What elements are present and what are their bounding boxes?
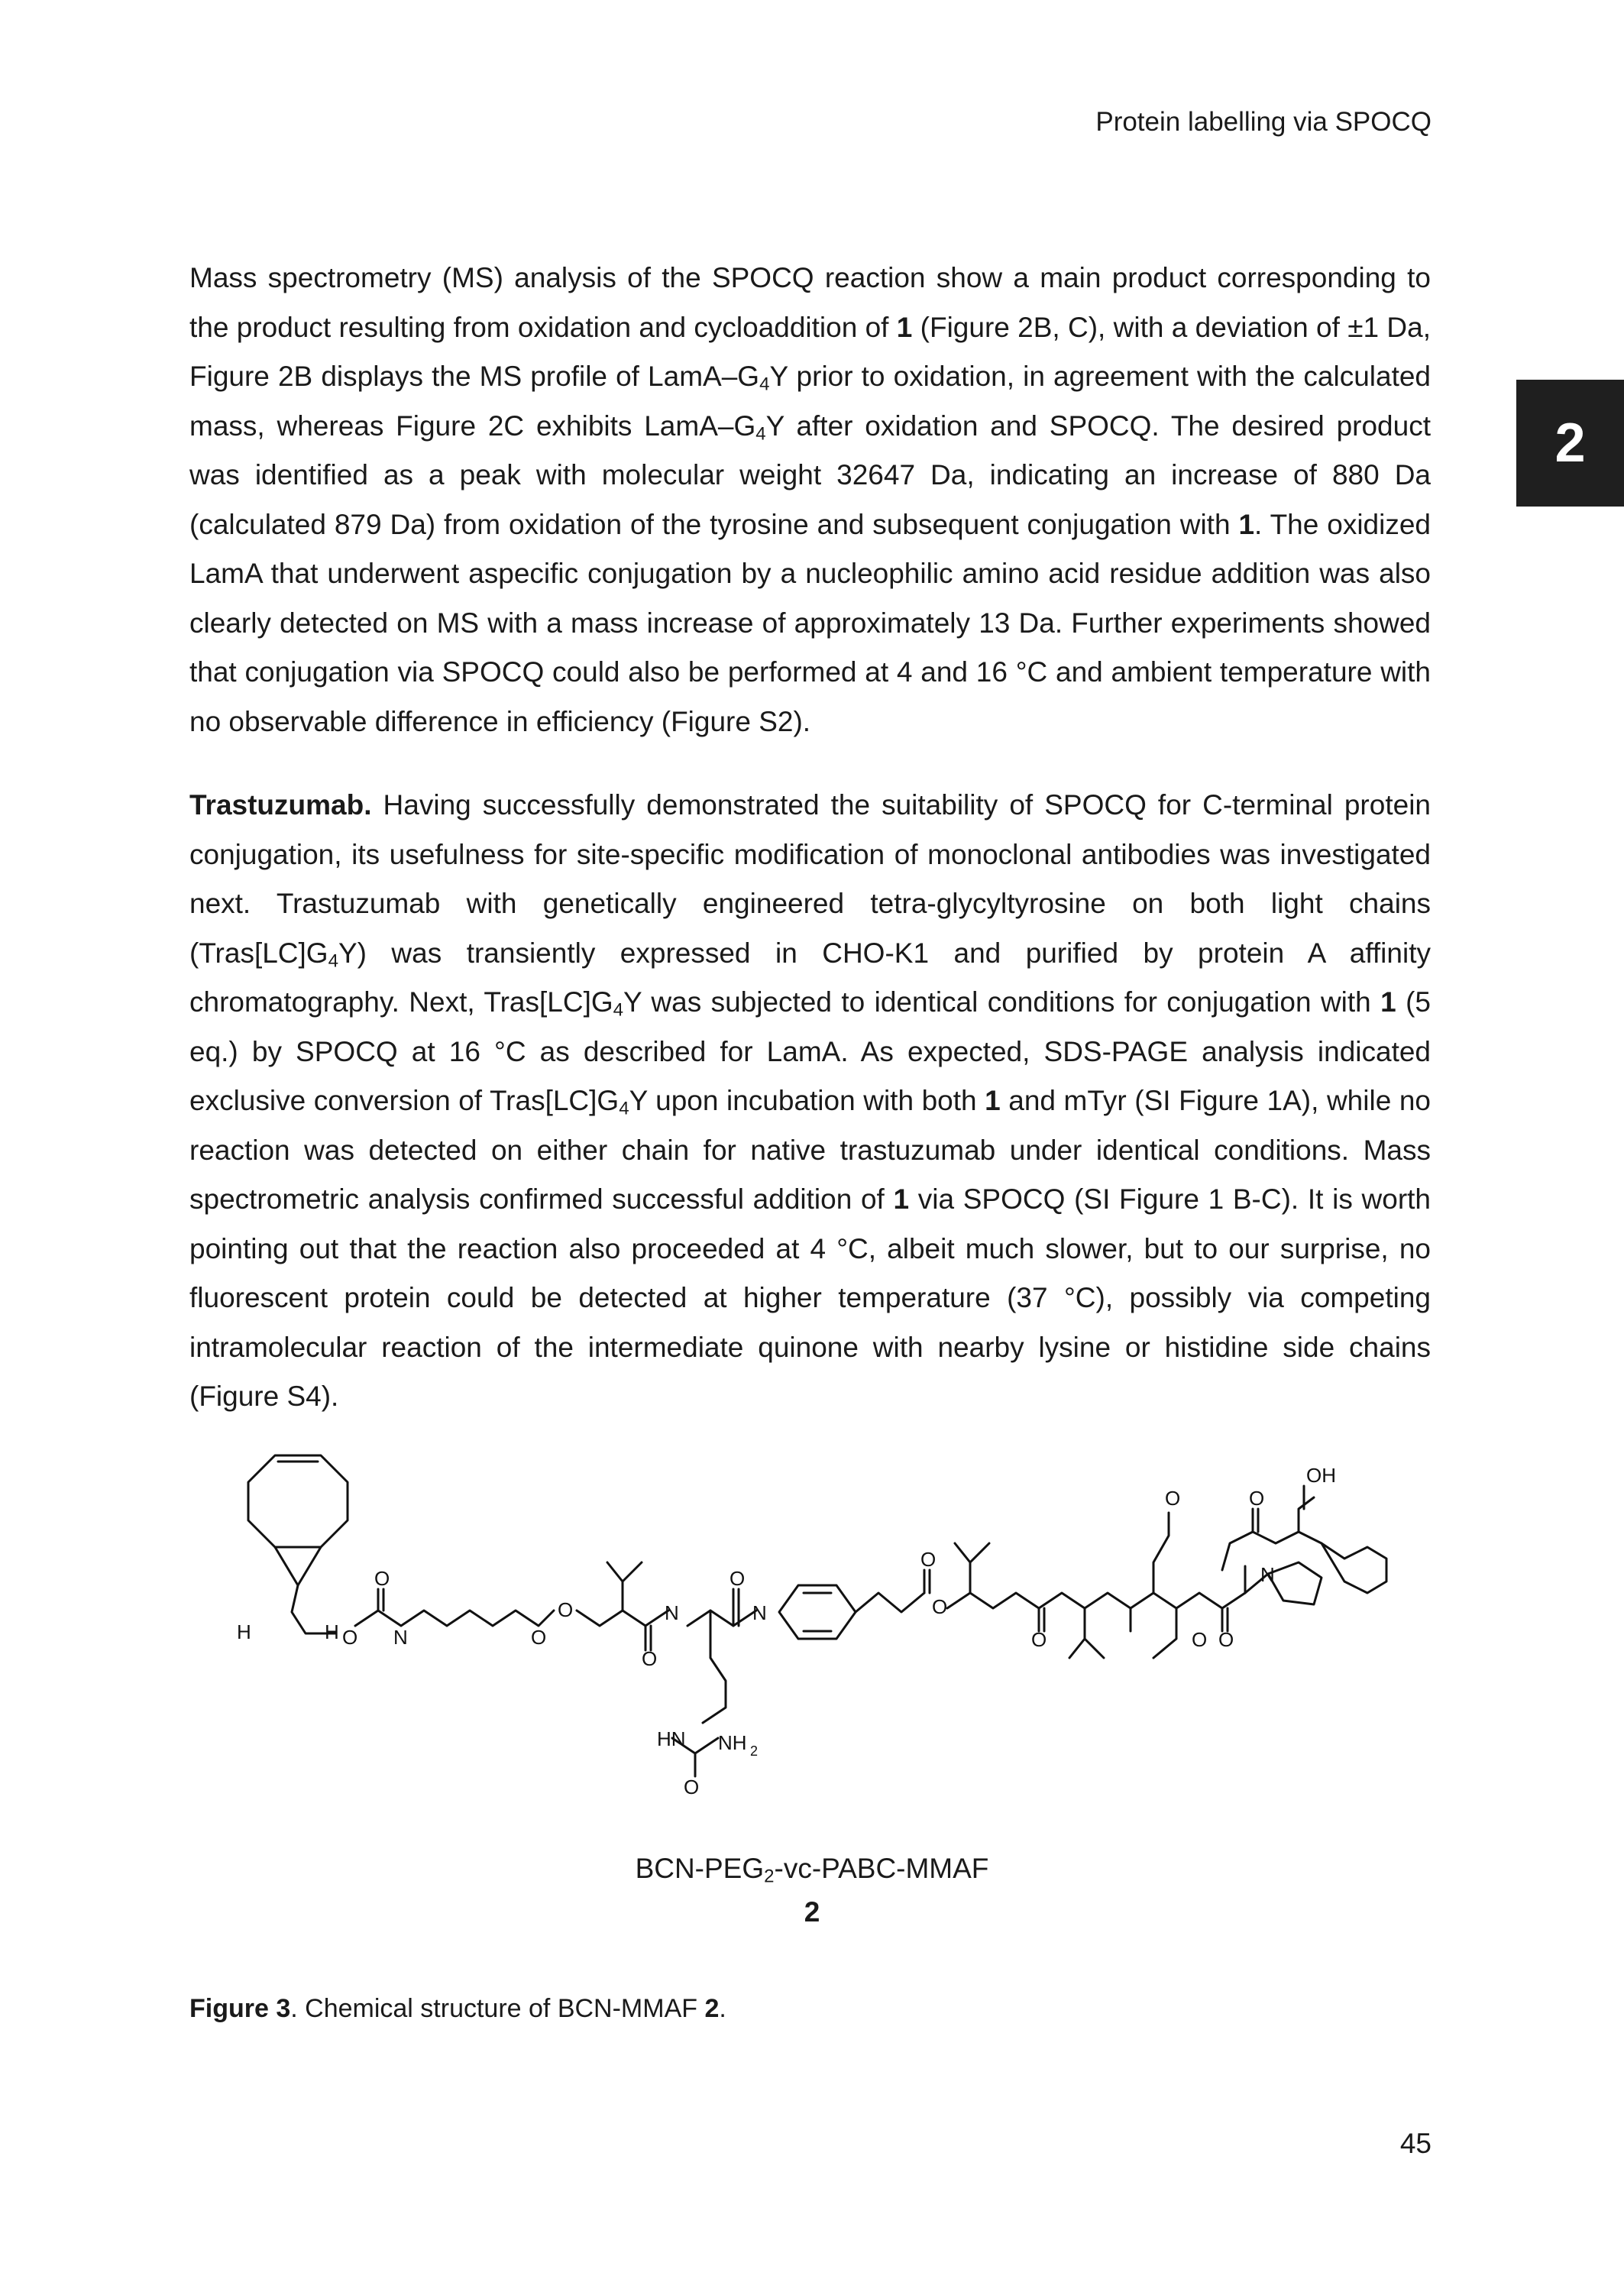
atom-label: N — [752, 1601, 767, 1624]
atom-label: O — [920, 1548, 937, 1571]
figure-caption: Figure 3. Chemical structure of BCN-MMAF 2. — [189, 1994, 726, 2023]
atom-label: HN — [657, 1727, 686, 1750]
atom-label: OH — [1306, 1464, 1336, 1487]
atom-label: N — [1260, 1563, 1275, 1586]
atom-label: O — [1249, 1487, 1265, 1510]
chemical-structure — [229, 1436, 1390, 1818]
atom-label: O — [374, 1567, 390, 1590]
running-header: Protein labelling via SPOCQ — [1095, 107, 1432, 137]
atom-label: NH — [718, 1731, 747, 1754]
atom-label: O — [730, 1567, 746, 1590]
atom-label: H — [237, 1620, 251, 1643]
atom-label: H — [325, 1620, 339, 1643]
atom-label: N — [393, 1626, 408, 1649]
atom-label: O — [558, 1598, 574, 1621]
compound-number: 2 — [804, 1896, 820, 1928]
compound-name: BCN-$PEG_2-vc-PABC$-MMAF — [635, 1853, 989, 1887]
atom-label: 2 — [750, 1743, 759, 1759]
atom-label: O — [642, 1647, 658, 1670]
chapter-tab: 2 — [1516, 380, 1624, 507]
atom-label: N — [665, 1601, 679, 1624]
paragraph-ms-analysis: Mass spectrometry (MS) analysis of the SPOCQ reaction show a main product corresponding to the product resulting from oxidation and cycloaddition of 1 (Figure 2B, C), with a deviation of ±1 Da, Figure 2B displays the MS profile of LamA–$G_4Y$ prior to oxidation, in agreement with the calculated mass, whereas Figure 2C exhibits LamA–$G_4Y$ after oxidation and SPOCQ. The desired product was identified as a peak with molecular weight 32647 Da, indicating an increase of 880 Da (calculated 879 Da) from oxidation of the tyrosine and subsequent conjugation with 1. The oxidized LamA that underwent aspecific conjugation by a nucleophilic amino acid residue addition was also clearly detected on MS with a mass increase of approximately 13 Da. Further experiments showed that conjugation via SPOCQ could also be performed at 4 and 16 °C and ambient temperature with no observable difference in efficiency (Figure S2). — [189, 262, 1432, 737]
atom-label: O — [342, 1626, 358, 1649]
atom-label: O — [932, 1595, 948, 1618]
atom-label: O — [531, 1626, 547, 1649]
atom-label: O — [684, 1776, 700, 1798]
atom-label: O — [1165, 1487, 1181, 1510]
paragraph-heading: Trastuzumab. — [189, 789, 372, 821]
atom-label: O — [1192, 1628, 1208, 1651]
atom-label: O — [1218, 1628, 1234, 1651]
atom-label: O — [1031, 1628, 1047, 1651]
page-number: 45 — [1399, 2128, 1432, 2159]
paragraph-trastuzumab: Trastuzumab. Having successfully demonstrated the suitability of SPOCQ for C-terminal protein conjugation, its usefulness for site-specific modification of monoclonal antibodies was investigated next. Trastuzumab with genetically engineered tetra-glycyltyrosine on both light chains $(Tras[LC]G_4Y)$ was transiently expressed in CHO-K1 and purified by protein A affinity chromatography. Next, $Tras[LC]G_4Y$ was subjected to identical conditions for conjugation with 1 (5 eq.) by SPOCQ at 16 °C as described for LamA. As expected, SDS-PAGE analysis indicated exclusive conversion of $Tras[LC]G_4Y$ upon incubation with both 1 and mTyr (SI Figure 1A), while no reaction was detected on either chain for native trastuzumab under identical conditions. Mass spectrometric analysis confirmed successful addition of 1 via SPOCQ (SI Figure 1 B-C). It is worth pointing out that the reaction also proceeded at 4 °C, albeit much slower, but to our surprise, no fluorescent protein could be detected at higher temperature (37 °C), possibly via competing intramolecular reaction of the intermediate quinone with nearby lysine or histidine side chains (Figure S4). — [189, 789, 1431, 1412]
